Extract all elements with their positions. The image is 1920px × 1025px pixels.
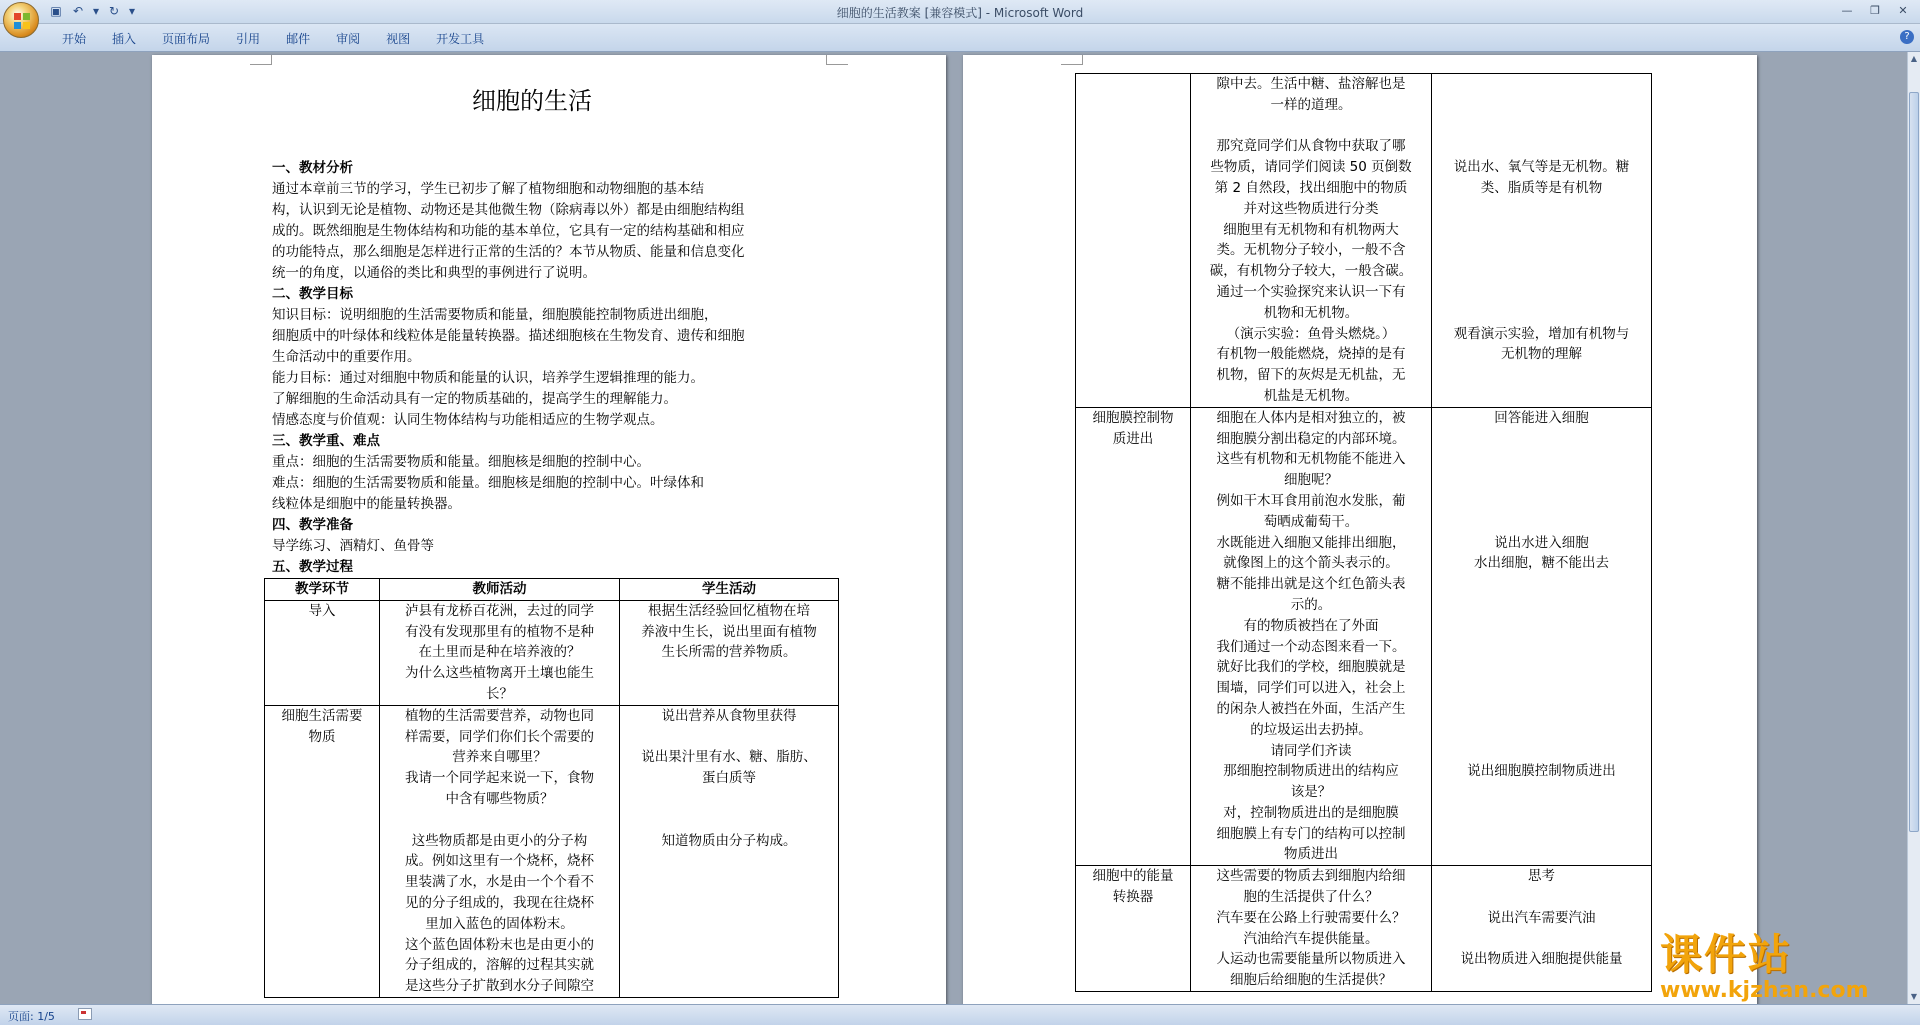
table-row bbox=[1076, 866, 1652, 992]
tab-mailings[interactable]: 邮件 bbox=[286, 32, 311, 46]
save-icon[interactable]: ▣ bbox=[50, 4, 62, 18]
ribbon-tabs bbox=[52, 30, 500, 48]
help-icon[interactable]: ? bbox=[1900, 30, 1914, 44]
paragraph-line: 知识目标：说明细胞的生活需要物质和能量，细胞膜能控制物质进出细胞， bbox=[272, 307, 718, 323]
customize-toolbar-icon[interactable]: ▾ bbox=[128, 4, 136, 18]
table-row bbox=[1076, 74, 1652, 408]
restore-icon[interactable]: ❐ bbox=[1870, 4, 1880, 17]
page-indicator[interactable]: 页面: 1/5 bbox=[8, 1010, 55, 1023]
table-header-cell: 教师活动 bbox=[380, 579, 620, 601]
table-cell: 细胞在人体内是相对独立的，被 细胞膜分割出稳定的内部环境。 这些有机物和无机物能不能进入 细胞呢？ 例如干木耳食用前泡水发胀，葡 萄晒成葡萄干。 水既能进入细胞又能排出细胞， 就像图上的这个箭头表示的。 糖不能排出就是这个红色箭头表 示的。 有的物质被挡在了外面 我们通过一个动态图来看一下。 就好比我们的学校，细胞膜就是 围墙，同学们可以进入，社会上 的闲杂人被挡在外面，生活产生 的垃圾运出去扔掉。 请同学们齐读 那细胞控制物质进出的结构应 该是？ 对，控制物质进出的是细胞膜 细胞膜上有专门的结构可以控制 物质进出 bbox=[1191, 407, 1432, 866]
paragraph-line: 生命活动中的重要作用。 bbox=[272, 349, 421, 365]
scroll-up-icon[interactable]: ▲ bbox=[1910, 54, 1918, 63]
table-cell: 说出水、氧气等是无机物。糖 类、脂质等是有机物 观看演示实验，增加有机物与 无机物的理解 bbox=[1432, 74, 1652, 408]
table-cell: 细胞膜控制物 质进出 bbox=[1076, 407, 1191, 866]
tab-page-layout[interactable]: 页面布局 bbox=[162, 32, 211, 46]
paragraph-line: 细胞质中的叶绿体和线粒体是能量转换器。描述细胞核在生物发育、遗传和细胞 bbox=[272, 328, 745, 344]
paragraph-line: 能力目标：通过对细胞中物质和能量的认识，培养学生逻辑推理的能力。 bbox=[272, 370, 704, 386]
table-cell: 回答能进入细胞 说出水进入细胞 水出细胞，糖不能出去 说出细胞膜控制物质进出 bbox=[1432, 407, 1652, 866]
watermark bbox=[1660, 922, 1869, 1003]
margin-corner bbox=[1061, 55, 1083, 65]
watermark-logo: 课件站 bbox=[1660, 930, 1793, 979]
paragraph-line: 的功能特点，那么细胞是怎样进行正常的生活的？本节从物质、能量和信息变化 bbox=[272, 244, 745, 260]
table-cell: 导入 bbox=[265, 600, 380, 705]
table-cell: 细胞中的能量 转换器 bbox=[1076, 866, 1191, 992]
document-page-2[interactable] bbox=[963, 55, 1757, 1004]
table-cell: 植物的生活需要营养，动物也同 样需要，同学们你们长个需要的 营养来自哪里？ 我请一个同学起来说一下，食物 中含有哪些物质？ 这些物质都是由更小的分子构 成。例如这里有一个烧杯，烧杯 里装满了水，水是由一个个看不 见的分子组成的，我现在往烧杯 里加入蓝色的固体粉末。 这个蓝色固体粉末也是由更小的 分子组成的，溶解的过程其实就 是这些分子扩散到水分子间隙空 bbox=[380, 705, 620, 997]
tab-review[interactable]: 审阅 bbox=[336, 32, 361, 46]
undo-icon[interactable]: ↶ bbox=[72, 4, 84, 18]
status-bar bbox=[0, 1004, 1920, 1025]
table-header-cell: 教学环节 bbox=[265, 579, 380, 601]
document-area[interactable] bbox=[0, 52, 1907, 1004]
document-title: 细胞的生活 bbox=[472, 87, 592, 115]
table-cell: 这些需要的物质去到细胞内给细 胞的生活提供了什么？ 汽车要在公路上行驶需要什么？ 汽油给汽车提供能量。 人运动也需要能量所以物质进入 细胞后给细胞的生活提供？ bbox=[1191, 866, 1432, 992]
table-cell: 根据生活经验回忆植物在培 养液中生长，说出里面有植物 生长所需的营养物质。 bbox=[620, 600, 839, 705]
table-cell: 泸县有龙桥百花洲，去过的同学 有没有发现那里有的植物不是种 在土里而是种在培养液的？ 为什么这些植物离开土壤也能生 长？ bbox=[380, 600, 620, 705]
vertical-scrollbar[interactable] bbox=[1907, 52, 1920, 1004]
proofing-icon[interactable] bbox=[78, 1008, 92, 1020]
table-cell: 思考 说出汽车需要汽油 说出物质进入细胞提供能量 bbox=[1432, 866, 1652, 992]
minimize-icon[interactable]: — bbox=[1841, 4, 1853, 17]
section-heading: 二、教学目标 bbox=[272, 286, 353, 302]
lesson-table-1 bbox=[264, 578, 839, 998]
section-heading: 五、教学过程 bbox=[272, 559, 353, 575]
ribbon-tabs-bar bbox=[0, 24, 1920, 52]
paragraph-line: 难点：细胞的生活需要物质和能量。细胞核是细胞的控制中心。叶绿体和 bbox=[272, 475, 704, 491]
paragraph-line: 线粒体是细胞中的能量转换器。 bbox=[272, 496, 461, 512]
table-cell: 细胞生活需要 物质 bbox=[265, 705, 380, 997]
title-bar bbox=[0, 0, 1920, 24]
table-row bbox=[265, 705, 839, 997]
tab-references[interactable]: 引用 bbox=[236, 32, 261, 46]
tab-view[interactable]: 视图 bbox=[386, 32, 411, 46]
paragraph-line: 统一的角度，以通俗的类比和典型的事例进行了说明。 bbox=[272, 265, 596, 281]
office-button[interactable] bbox=[3, 2, 39, 38]
tab-home[interactable]: 开始 bbox=[62, 32, 87, 46]
table-header-cell: 学生活动 bbox=[620, 579, 839, 601]
office-logo-icon bbox=[13, 12, 31, 30]
paragraph-line: 了解细胞的生命活动具有一定的物质基础的，提高学生的理解能力。 bbox=[272, 391, 677, 407]
paragraph-line: 重点：细胞的生活需要物质和能量。细胞核是细胞的控制中心。 bbox=[272, 454, 650, 470]
window-controls bbox=[1834, 2, 1916, 20]
scroll-thumb[interactable] bbox=[1909, 92, 1919, 832]
tab-insert[interactable]: 插入 bbox=[112, 32, 137, 46]
table-row bbox=[265, 600, 839, 705]
table-cell: 隙中去。生活中糖、盐溶解也是 一样的道理。 那究竟同学们从食物中获取了哪 些物质，请同学们阅读 50 页倒数 第 2 自然段，找出细胞中的物质 并对这些物质进行分类 细胞里有无机物和有机物两大 类。无机物分子较小，一般不含 碳，有机物分子较大，一般含碳。 通过一个实验探究来认识一下有 机物和无机物。 （演示实验：鱼骨头燃烧。） 有机物一般能燃烧，烧掉的是有 机物，留下的灰烬是无机盐，无 机盐是无机物。 bbox=[1191, 74, 1432, 408]
close-icon[interactable]: ✕ bbox=[1898, 4, 1908, 17]
paragraph-line: 成的。既然细胞是生物体结构和功能的基本单位，它具有一定的结构基础和相应 bbox=[272, 223, 745, 239]
section-heading: 一、教材分析 bbox=[272, 160, 353, 176]
scroll-down-icon[interactable]: ▼ bbox=[1910, 992, 1918, 1001]
paragraph-line: 通过本章前三节的学习，学生已初步了解了植物细胞和动物细胞的基本结 bbox=[272, 181, 704, 197]
table-row bbox=[1076, 407, 1652, 866]
document-page-1[interactable] bbox=[152, 55, 946, 1004]
paragraph-line: 构，认识到无论是植物、动物还是其他微生物（除病毒以外）都是由细胞结构组 bbox=[272, 202, 745, 218]
watermark-url: www.kjzhan.com bbox=[1660, 978, 1869, 1003]
table-header-row bbox=[265, 579, 839, 601]
paragraph-line: 导学练习、酒精灯、鱼骨等 bbox=[272, 538, 434, 554]
section-heading: 三、教学重、难点 bbox=[272, 433, 380, 449]
undo-dropdown-icon[interactable]: ▾ bbox=[92, 4, 100, 18]
lesson-table-2 bbox=[1075, 73, 1652, 992]
section-heading: 四、教学准备 bbox=[272, 517, 353, 533]
redo-icon[interactable]: ↻ bbox=[108, 4, 120, 18]
table-cell: 说出营养从食物里获得 说出果汁里有水、糖、脂肪、 蛋白质等 知道物质由分子构成。 bbox=[620, 705, 839, 997]
tab-developer[interactable]: 开发工具 bbox=[436, 32, 485, 46]
margin-corner bbox=[250, 55, 272, 65]
table-cell bbox=[1076, 74, 1191, 408]
window-title: 细胞的生活教案 [兼容模式] - Microsoft Word bbox=[836, 6, 1084, 20]
margin-corner bbox=[826, 55, 848, 65]
paragraph-line: 情感态度与价值观：认同生物体结构与功能相适应的生物学观点。 bbox=[272, 412, 664, 428]
